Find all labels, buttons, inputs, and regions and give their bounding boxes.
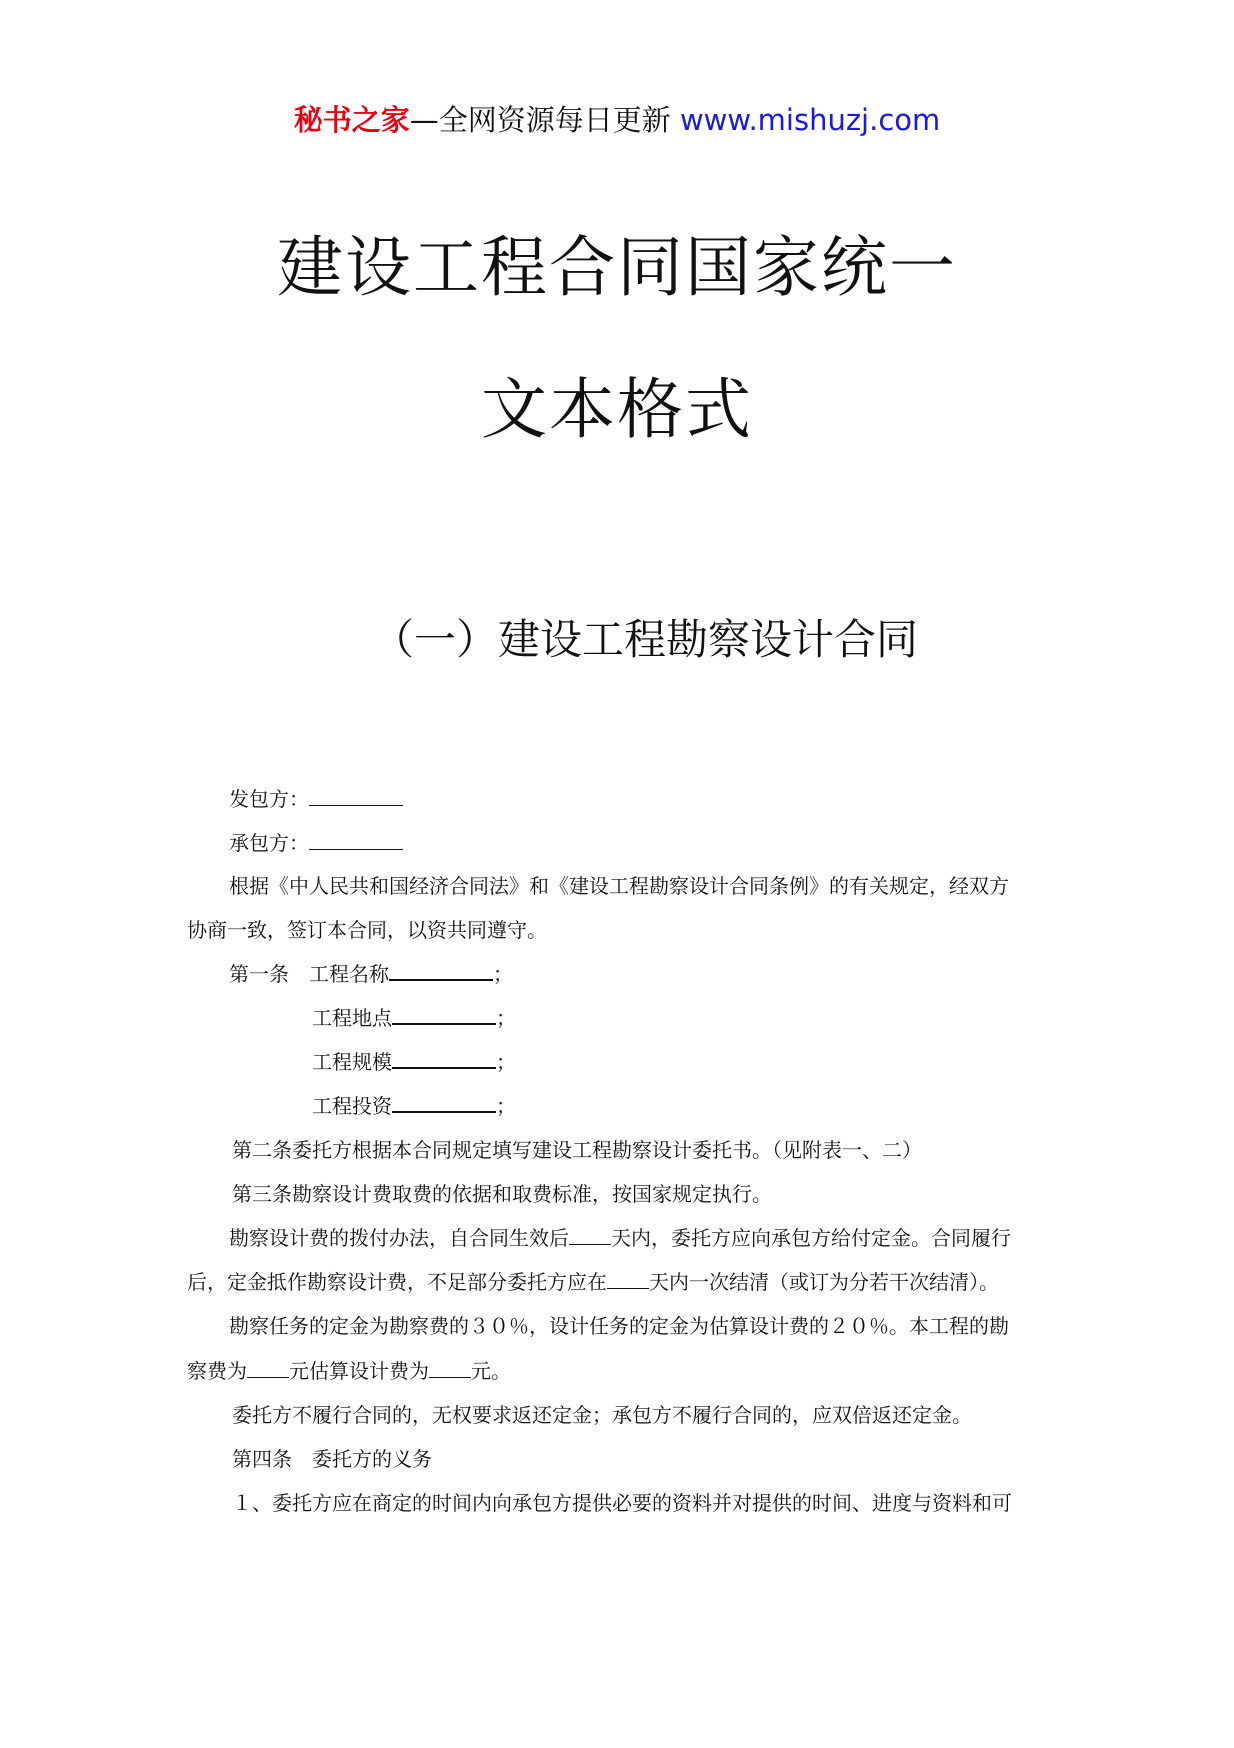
article-3-text: 第三条勘察设计费取费的依据和取费标准，按国家规定执行。: [232, 1182, 772, 1206]
deposit-line-1: 勘察任务的定金为勘察费的３０％，设计任务的定金为估算设计费的２０％。本工程的勘: [229, 1314, 1009, 1338]
article-1-investment-line: [312, 1091, 516, 1121]
deposit-line-2-middle: 元估算设计费为: [289, 1359, 429, 1383]
settlement-days-blank[interactable]: [607, 1268, 649, 1289]
project-scale-label: 工程规模: [312, 1050, 392, 1074]
project-location-label: 工程地点: [312, 1006, 392, 1030]
party-b-line: [229, 828, 403, 858]
article-1-location-line: [312, 1003, 516, 1033]
article-2-text: 第二条委托方根据本合同规定填写建设工程勘察设计委托书。（见附表一、二）: [232, 1138, 922, 1162]
deposit-line-2-end: 元。: [471, 1359, 511, 1383]
party-b-blank[interactable]: [309, 829, 403, 850]
document-title-line-1: 建设工程合同国家统一: [277, 229, 957, 306]
article-4-heading: 第四条 委托方的义务: [232, 1447, 432, 1471]
article-1-name-label: 第一条 工程名称: [229, 962, 389, 986]
intro-line-2: 协商一致，签订本合同，以资共同遵守。: [187, 918, 547, 942]
payment-line-2-start: 后，定金抵作勘察设计费，不足部分委托方应在: [187, 1270, 607, 1294]
semicolon: ；: [496, 1094, 516, 1118]
article-4-item-1: １、委托方应在商定的时间内向承包方提供必要的资料并对提供的时间、进度与资料和可: [232, 1491, 1012, 1515]
semicolon: ；: [496, 1050, 516, 1074]
banner-slogan: —全网资源每日更新: [409, 103, 680, 137]
banner-brand: 秘书之家: [293, 103, 410, 137]
article-1-name-line: [229, 959, 513, 989]
payment-line-2-end: 天内一次结清（或订为分若干次结清）。: [649, 1270, 999, 1294]
article-1-scale-line: [312, 1047, 516, 1077]
project-location-blank[interactable]: [392, 1003, 496, 1025]
payment-line-2: [187, 1267, 999, 1297]
survey-fee-blank[interactable]: [247, 1357, 289, 1378]
intro-line-1: 根据《中人民共和国经济合同法》和《建设工程勘察设计合同条例》的有关规定，经双方: [229, 874, 1009, 898]
payment-line-1-start: 勘察设计费的拨付办法，自合同生效后: [229, 1226, 569, 1250]
payment-line-1-end: 天内，委托方应向承包方给付定金。合同履行: [611, 1226, 1011, 1250]
party-a-label: 发包方：: [229, 787, 309, 811]
project-name-blank[interactable]: [389, 959, 493, 981]
section-subtitle: （一）建设工程勘察设计合同: [372, 615, 919, 664]
party-b-label: 承包方：: [229, 831, 309, 855]
payment-line-1: [229, 1223, 1011, 1253]
project-scale-blank[interactable]: [392, 1047, 496, 1069]
party-a-blank[interactable]: [309, 785, 403, 806]
payment-days-blank[interactable]: [569, 1224, 611, 1245]
breach-clause: 委托方不履行合同的，无权要求返还定金；承包方不履行合同的，应双倍返还定金。: [232, 1403, 972, 1427]
site-banner: [0, 100, 1234, 140]
design-fee-blank[interactable]: [429, 1357, 471, 1378]
semicolon: ；: [496, 1006, 516, 1030]
deposit-line-2: [187, 1356, 511, 1386]
document-title-line-2: 文本格式: [481, 371, 753, 448]
banner-url-link[interactable]: www.mishuzj.com: [679, 103, 941, 137]
project-investment-label: 工程投资: [312, 1094, 392, 1118]
semicolon: ；: [493, 962, 513, 986]
deposit-line-2-start: 察费为: [187, 1359, 247, 1383]
project-investment-blank[interactable]: [392, 1091, 496, 1113]
party-a-line: [229, 784, 403, 814]
